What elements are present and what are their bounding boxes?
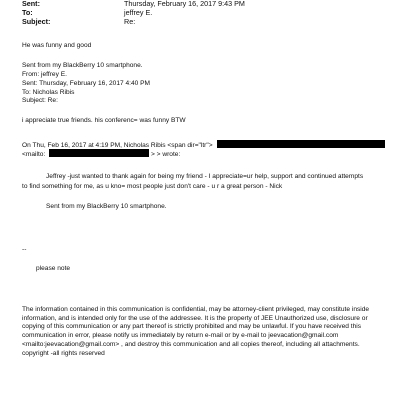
quoted-to: To: Nicholas Ribis: [22, 89, 75, 96]
mailto-line: [22, 149, 180, 160]
quoted-sent: Sent: Thursday, February 16, 2017 4:40 PM: [22, 80, 151, 87]
subject-value: Re:: [124, 17, 136, 26]
legal-disclaimer: The information contained in this communication is confidential, may be attorney-client privileged, may constitute inside information, and is intended only for the use of the addressee. It is the property of JEE Unauthorized use, disclosure or copying of this communication or any part thereof is strictly prohibited and may be unlawful. If you have received this communication in error, please notify us immediately by return e-mail or by e-mail to jeevacation@gmail.com <mailto:jeevacation@gmail.com> , and destroy this communication and all copies thereof, including all attachments. copyright -all rights reserved: [22, 306, 370, 357]
please-note: please note: [36, 265, 71, 272]
quoted-subject: Subject: Re:: [22, 97, 58, 104]
message-line-2: to find something for me, as u kno= most people just don't care - u r a great person - Nick: [22, 183, 283, 190]
mailto-prefix: <mailto:: [22, 151, 46, 158]
appreciate-line: i appreciate true friends. his conferenc= was funny BTW: [22, 117, 186, 124]
subject-label: Subject:: [22, 17, 51, 26]
mailto-suffix: > > wrote:: [150, 151, 181, 158]
sent-label: Sent:: [22, 0, 40, 8]
signature-line-2: Sent from my BlackBerry 10 smartphone.: [46, 203, 167, 210]
sent-value: Thursday, February 16, 2017 9:43 PM: [124, 0, 245, 8]
redaction-box-mailto: [49, 149, 149, 157]
quoted-from: From: jeffrey E.: [22, 71, 67, 78]
reply-text: He was funny and good: [22, 42, 92, 49]
separator: --: [22, 246, 27, 253]
to-value: jeffrey E.: [124, 8, 153, 17]
header-to-row: [22, 9, 382, 16]
message-line-1: Jeffrey -just wanted to thank again for being my friend - I appreciate=ur help, support and continued attempts: [46, 173, 364, 180]
quote-attribution-text: On Thu, Feb 16, 2017 at 4:19 PM, Nicholas Ribis <span dir="ltr">: [22, 142, 213, 149]
to-label: To:: [22, 8, 33, 17]
header-sent-row: [22, 0, 382, 7]
redaction-box: [217, 140, 385, 148]
signature-line: Sent from my BlackBerry 10 smartphone.: [22, 62, 143, 69]
header-subject-row: [22, 18, 382, 25]
